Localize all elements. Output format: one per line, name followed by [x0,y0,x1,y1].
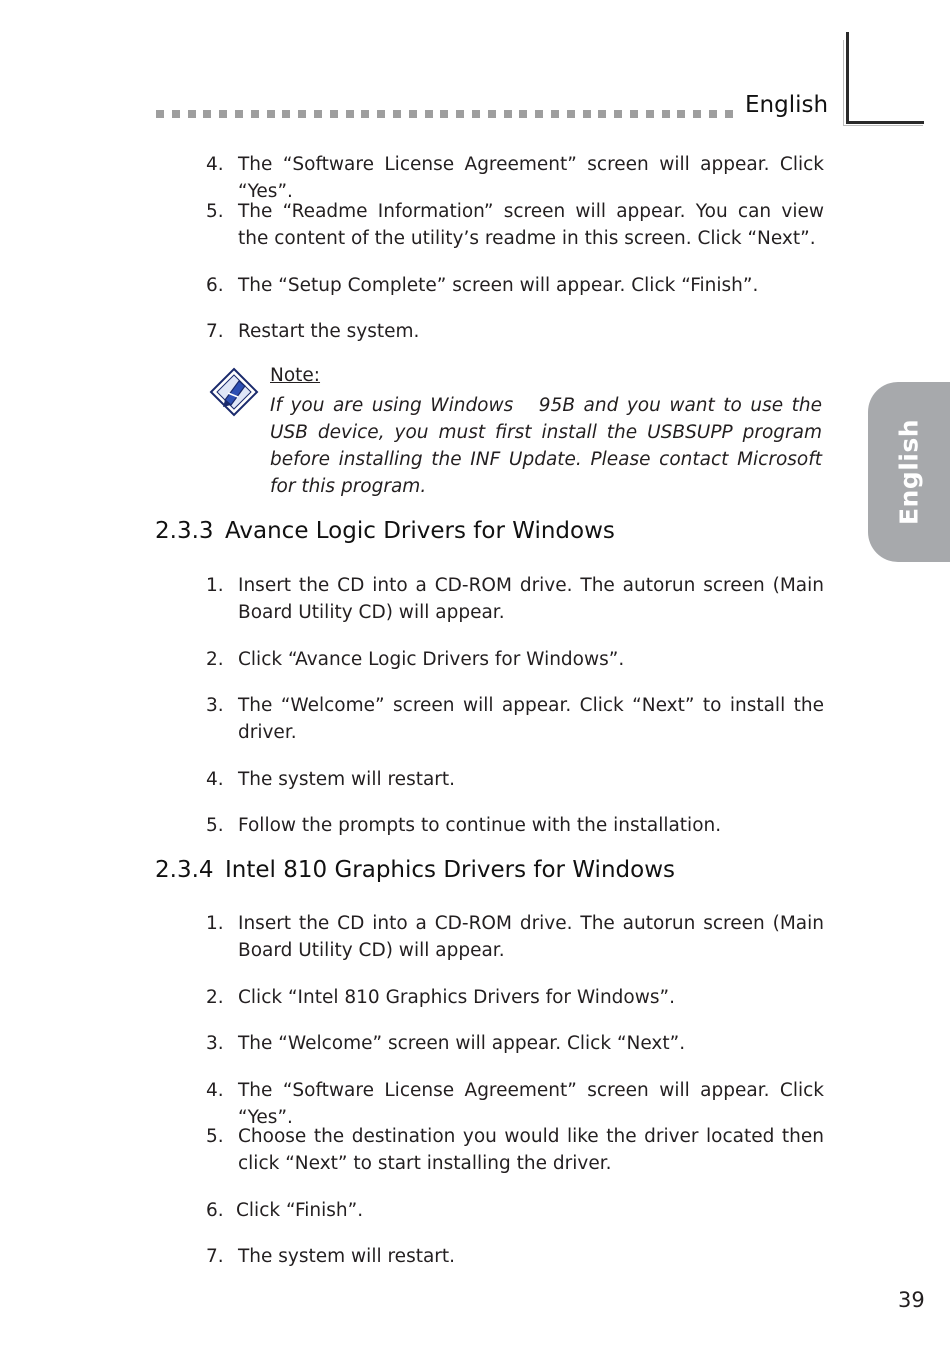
step-number: 4. [206,1080,224,1101]
header-dot [614,110,622,118]
page-number: 39 [898,1288,925,1312]
header-dot [567,110,575,118]
step-number: 2. [206,987,224,1008]
header-dot [330,110,338,118]
step-text: Insert the CD into a CD-ROM drive. The autorun screen (Main Board Utility CD) will appear. [238,913,824,961]
header-dot [425,110,433,118]
step-number: 1. [206,575,224,596]
step-number: 1. [206,913,224,934]
header-dot [583,110,591,118]
header-dot [267,110,275,118]
step-number: 4. [206,154,224,175]
corner-mark-horizontal [846,121,924,124]
step-text: Click “Intel 810 Graphics Drivers for Windows”. [238,987,675,1008]
step-number: 7. [206,1246,224,1267]
header-dot [188,110,196,118]
step-number: 7. [206,321,224,342]
step-text: Click “Avance Logic Drivers for Windows”. [238,649,625,670]
header-dot [598,110,606,118]
corner-mark-shadow-vertical [843,40,844,126]
step-text: Follow the prompts to continue with the installation. [238,815,722,836]
step-text: The “Readme Information” screen will appear. You can view the content of the utility’s readme in this screen. Click “Next”. [238,201,824,249]
header-dot [677,110,685,118]
note-title: Note: [270,365,321,386]
corner-mark-vertical [846,32,849,124]
step-text: The system will restart. [238,1246,456,1267]
header-dot [646,110,654,118]
section-heading-2-3-4 [155,857,675,883]
header-dot [709,110,717,118]
header-dot [172,110,180,118]
header-dot [535,110,543,118]
section-number: 2.3.4 [155,857,214,883]
step-text: Click “Finish”. [236,1200,364,1221]
header-dot [377,110,385,118]
step-number: 2. [206,649,224,670]
header-dot [251,110,259,118]
pen-note-icon [208,366,260,418]
header-dot [440,110,448,118]
step-text: The “Welcome” screen will appear. Click “Next”. [238,1033,686,1054]
header-dotted-rule [156,110,734,119]
header-dot [361,110,369,118]
side-tab-label: English [894,418,924,526]
header-dot [519,110,527,118]
step-text: The “Welcome” screen will appear. Click “Next” to install the driver. [238,695,824,743]
step-number: 3. [206,1033,224,1054]
step-number: 5. [206,815,224,836]
header-dot [282,110,290,118]
header-dot [393,110,401,118]
header-dot [662,110,670,118]
header-dot [725,110,733,118]
step-number: 6. [206,275,224,296]
header-dot [219,110,227,118]
header-dot [409,110,417,118]
step-number: 4. [206,769,224,790]
step-text: The system will restart. [238,769,456,790]
corner-mark-shadow-horizontal [843,125,923,126]
step-number: 5. [206,201,224,222]
header-dot [630,110,638,118]
step-number: 6. [206,1200,224,1221]
side-language-tab [868,382,950,562]
section-number: 2.3.3 [155,518,214,544]
note-body: If you are using Windows 95B and you want to use the USB device, you must first install the USBSUPP program before installing the INF Update. Please contact Microsoft for this program. [270,395,822,497]
header-dot [314,110,322,118]
step-text: The “Setup Complete” screen will appear. Click “Finish”. [238,275,759,296]
step-text: Restart the system. [238,321,420,342]
section-heading-2-3-3 [155,518,615,544]
header-dot [203,110,211,118]
header-dot [156,110,164,118]
header-dot [472,110,480,118]
header-dot [488,110,496,118]
step-text: The “Software License Agreement” screen will appear. Click “Yes”. [238,154,824,202]
header-dot [235,110,243,118]
header-dot [504,110,512,118]
header-dot [346,110,354,118]
step-number: 5. [206,1126,224,1147]
header-dot [551,110,559,118]
section-title: Avance Logic Drivers for Windows [225,518,615,544]
header-dot [456,110,464,118]
step-text: The “Software License Agreement” screen will appear. Click “Yes”. [238,1080,824,1128]
header-language-label: English [745,92,829,118]
header-dot [298,110,306,118]
step-number: 3. [206,695,224,716]
section-title: Intel 810 Graphics Drivers for Windows [225,857,675,883]
step-text: Choose the destination you would like the driver located then click “Next” to start installing the driver. [238,1126,824,1174]
step-text: Insert the CD into a CD-ROM drive. The autorun screen (Main Board Utility CD) will appear. [238,575,824,623]
header-dot [693,110,701,118]
